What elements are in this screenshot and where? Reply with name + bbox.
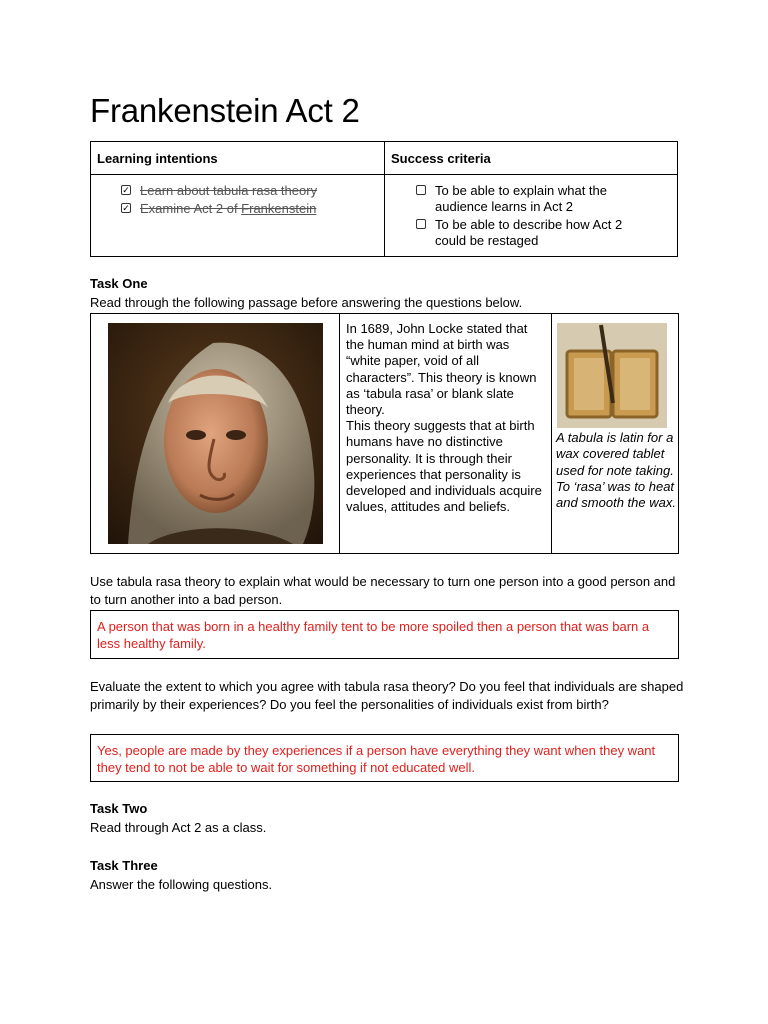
intention-text: Examine Act 2 of	[140, 201, 242, 216]
frankenstein-link[interactable]: Frankenstein	[241, 201, 317, 216]
checked-checkbox-icon[interactable]: ✓	[122, 203, 130, 213]
task-two-heading: Task Two	[90, 801, 148, 816]
intention-text: Learn about tabula rasa theory	[140, 183, 318, 198]
learning-intentions-header: Learning intentions	[97, 151, 218, 166]
criteria-item	[416, 183, 622, 215]
criteria-text-line: To be able to describe how Act 2	[435, 217, 623, 232]
portrait-image	[108, 323, 323, 544]
unchecked-checkbox-icon[interactable]	[416, 219, 426, 229]
criteria-text-line: To be able to explain what the	[435, 183, 608, 198]
tablet-caption: A tabula is latin for a wax covered tablet used for note taking. To ‘rasa’ was to heat and smooth the wax.	[556, 430, 676, 511]
success-criteria-header: Success criteria	[391, 151, 491, 166]
answer-two-box[interactable]: Yes, people are made by they experiences if a person have everything they want when they want they tend to not be able to wait for something if not educated well.	[90, 734, 679, 782]
passage-table-divider	[339, 314, 340, 553]
task-three-heading: Task Three	[90, 858, 158, 873]
page-title: Frankenstein Act 2	[90, 92, 360, 129]
tablet-image	[557, 323, 667, 428]
wax-tablet-image	[557, 323, 667, 428]
question-two: Evaluate the extent to which you agree with tabula rasa theory? Do you feel that individuals are shaped primarily by their experiences? Do you feel the personalities of individuals exist from birth?	[90, 679, 684, 712]
passage-paragraph: In 1689, John Locke stated that the human mind at birth was “white paper, void of all characters”. This theory is known as ‘tabula rasa’ or blank slate theory.	[346, 321, 537, 418]
answer-one-box[interactable]: A person that was born in a healthy family tent to be more spoiled then a person that was barn a less healthy family.	[90, 610, 679, 659]
criteria-text-line: could be restaged	[435, 233, 539, 248]
criteria-item	[416, 217, 622, 249]
checked-checkbox-icon[interactable]: ✓	[122, 185, 130, 195]
passage-table-divider	[551, 314, 552, 553]
intention-item	[121, 183, 317, 199]
intention-item	[121, 201, 317, 217]
intentions-table	[90, 141, 678, 257]
criteria-text-line: audience learns in Act 2	[435, 199, 574, 214]
passage-text	[346, 321, 544, 515]
success-criteria-list	[416, 183, 622, 251]
passage-table	[90, 313, 679, 554]
task-one-heading: Task One	[90, 276, 148, 291]
task-two-instruction: Read through Act 2 as a class.	[90, 820, 267, 835]
learning-intentions-list	[121, 183, 317, 219]
passage-paragraph: This theory suggests that at birth humans have no distinctive personality. It is through their experiences that personality is developed and individuals acquire values, attitudes and beliefs.	[346, 418, 542, 515]
unchecked-checkbox-icon[interactable]	[416, 185, 426, 195]
question-one: Use tabula rasa theory to explain what would be necessary to turn one person into a good person and to turn another into a bad person.	[90, 574, 676, 607]
task-one-instruction: Read through the following passage before answering the questions below.	[90, 295, 523, 310]
john-locke-portrait	[108, 323, 323, 544]
intentions-table-divider	[384, 142, 385, 256]
task-three-instruction: Answer the following questions.	[90, 877, 273, 892]
